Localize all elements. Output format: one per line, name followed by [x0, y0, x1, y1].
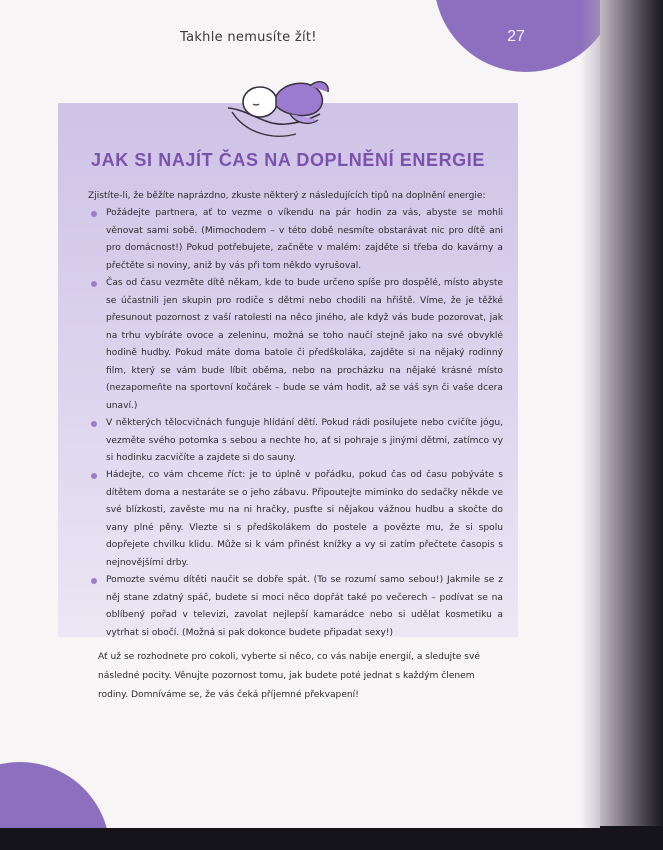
bullet-icon [91, 578, 97, 584]
box-title: JAK SI NAJÍT ČAS NA DOPLNĚNÍ ENERGIE [91, 150, 485, 170]
tip-text: V některých tělocvičnách funguje hlídání dětí. Pokud rádi posilujete nebo cvičíte jógu, vezměte svého potomka s sebou a nechte ho, ať si pohraje s jinými dětmi, zatímco vy si hodinku zacvičíte a zajdete si do sauny. [106, 418, 503, 463]
closing-paragraph: Ať už se rozhodnete pro cokoli, vyberte si něco, co vás nabije energií, a sledujte své následné pocity. Věnujte pozornost tomu, jak budete poté jednat s každým členem rodiny. Domníváme se, že vás čeká příjemné překvapení! [98, 652, 480, 700]
tip-text: Pomozte svému dítěti naučit se dobře spát. (To se rozumí samo sebou!) Jakmile se z něj stane zdatný spáč, budete si moci něco dopřát také po večerech – podívat se na oblíbený pořad v televizi, zavolat nejlepší kamarádce nebo si udělat kosmetiku a vytrhat si obočí. (Možná si pak dokonce budete připadat sexy!) [106, 575, 503, 638]
tip-text: Čas od času vezměte dítě někam, kde to bude určeno spíše pro dospělé, místo abyste se účastnili jen skupin pro rodiče s dětmi nebo chodili na hřiště. Víme, že je těžké přesunout pozornost z vaší ratolesti na něco jiného, ale když vás bude pozorovat, jak na trhu vybíráte ovoce a zeleninu, možná se toho naučí stejně jako na své obvyklé hodině hudby. Pokud máte doma batole či předškoláka, zajděte si na nějaký rodinný film, který se vám bude líbit oběma, nebo na procházku na nějaké krásné místo (nezapomeňte na sportovní kočárek – bude se vám hodit, až se váš syn či vaše dcera unaví.) [106, 278, 503, 411]
scan-edge-bottom [0, 826, 663, 850]
decorative-circle [0, 762, 110, 828]
page-number: 27 [507, 28, 525, 45]
box-intro: Zjistíte-li, že běžíte naprázdno, zkuste některý z následujících tipů na doplnění energie: [88, 191, 486, 201]
tip-item [90, 572, 503, 642]
tip-text: Požádejte partnera, ať to vezme o víkendu na pár hodin za vás, abyste se mohli věnovat sami sobě. (Mimochodem – v této době nesmíte obstarávat nic pro dítě ani pro domácnost!) Pokud potřebujete, začněte v malém: zajděte si třeba do kavárny a přečtěte si noviny, aniž by vás při tom někdo vyrušoval. [106, 208, 503, 271]
scan-edge [595, 0, 663, 850]
tip-item [90, 467, 503, 572]
bullet-icon [91, 473, 97, 479]
tip-text: Hádejte, co vám chceme říct: je to úplně v pořádku, pokud čas od času pobýváte s dítětem doma a nestaráte se o jeho zábavu. Připoutejte miminko do sedačky někde ve své blízkosti, zavěste mu na ni hračky, pusťte si nějakou vážnou hudbu a skočte do vany plné pěny. Vlezte si s předškolákem do postele a povězte mu, že si spolu dopřejete chvilku klidu. Může si k vám přinést knížky a vy si zatím přečtete časopis s nejnovějšími drby. [106, 470, 503, 568]
tip-item [90, 275, 503, 415]
bullet-icon [91, 211, 97, 217]
tips-list [90, 205, 503, 642]
sleeping-baby-icon [220, 74, 340, 146]
tip-item [90, 415, 503, 467]
running-head: Takhle nemusíte žít! [180, 30, 317, 45]
bullet-icon [91, 281, 97, 287]
tip-item [90, 205, 503, 275]
bullet-icon [91, 421, 97, 427]
page-gutter-shadow [580, 0, 600, 828]
